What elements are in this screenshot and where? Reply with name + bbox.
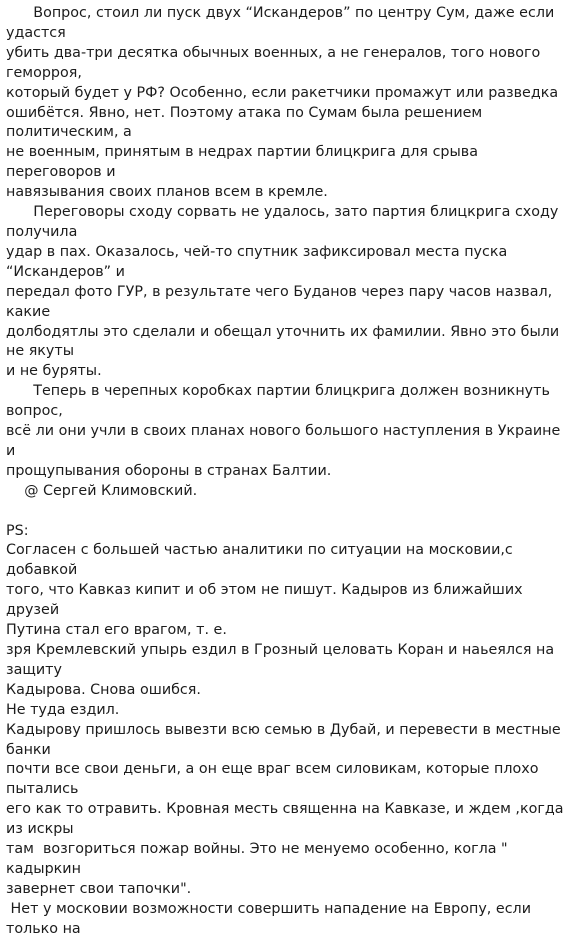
author-signature: @ Сергей Климовский. xyxy=(6,482,198,499)
paragraph-blitzkrieg-question: Теперь в черепных коробках партии блицкрига должен возникнуть вопрос, всё ли они учли в своих планах нового большого наступления в Украине и прощупывания обороны в странах Балтии. xyxy=(6,383,561,479)
paragraph-negotiations: Переговоры сходу сорвать не удалось, зато партия блицкрига сходу получила удар в пах. Оказалось, чей-то спутник зафиксировал места пуска “Искандеров” и передал фото ГУР, в результате чего Буданов через пару часов назвал, какие долбодятлы это сделали и обещал уточнить их фамилии. Явно это были не якуты и не буряты. xyxy=(6,204,560,380)
ps-paragraph-dubai: Кадырову пришлось вывезти всю семью в Дубай, и перевести в местные банки почти все свои деньги, а он еще враг всем силовикам, которые плохо пытались его как то отравить. Кровная месть священна на Кавказе, и ждем ,когда из искры там возгориться пожар войны. Это не менуемо особенно, когла " кадыркин завернет свои тапочки". xyxy=(6,721,564,897)
ps-label: PS: xyxy=(6,522,29,539)
spacer xyxy=(6,502,574,522)
ps-paragraph-europe: Нет у московии возможности совершить нападение на Европу, если только на xyxy=(6,900,536,937)
ps-paragraph-kremlin: зря Кремлевский упырь ездил в Грозный целовать Коран и наьеялся на защиту Кадырова. Снова ошибся. xyxy=(6,641,555,698)
paragraph-iskander-question: Вопрос, стоил ли пуск двух “Искандеров” по центру Сум, даже если удастся убить два-три десятка обычных военных, а не генералов, того нового геморроя, который будет у РФ? Особенно, если ракетчики промажут или разведка ошибётся. Явно, нет. Поэтому атака по Сумам была решением политическим, а не военным, принятым в недрах партии блицкрига для срыва переговоров и навязывания своих планов всем в кремле. xyxy=(6,5,559,201)
ps-paragraph-caucasus: Согласен с большей частью аналитики по ситуации на московии,с добавкой того, что Кавказ кипит и об этом не пишут. Кадыров из ближайших друзей Путина стал его врагом, т. е. xyxy=(6,542,523,639)
post-text xyxy=(6,4,574,940)
ps-paragraph-wrong-trip: Не туда ездил. xyxy=(6,701,120,718)
